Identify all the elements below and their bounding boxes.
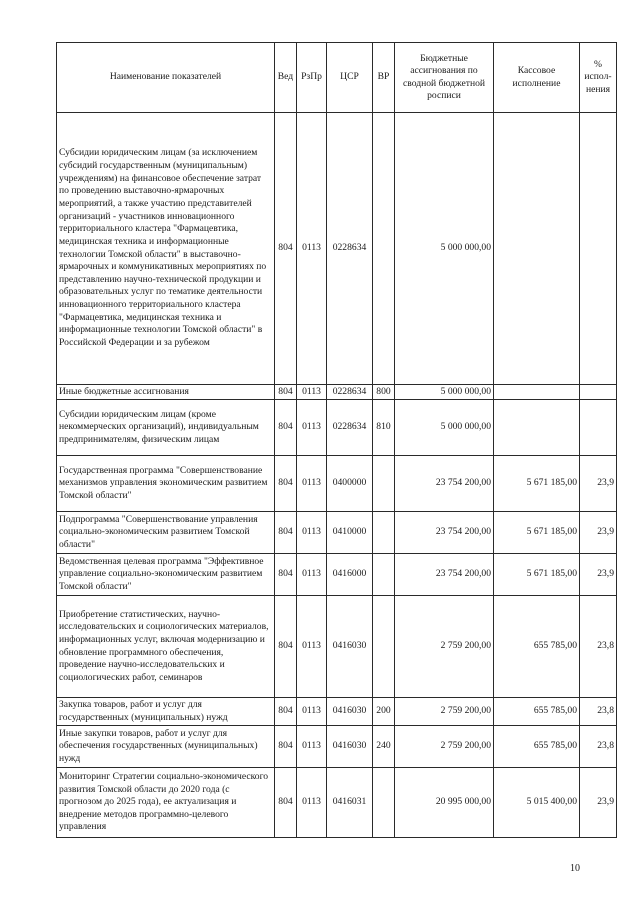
cell-name: Субсидии юридическим лицам (за исключением субсидий государственным (муниципальным) учреждениям) на финансовое обеспечение затрат по проведению выставочно-ярмарочных мероприятий, а также участию представителей организаций - участников инновационного территориального кластера "Фармацевтика, медицинская техника и информационные технологии Томской области" в выставочно-ярмарочных и коммуникативных мероприятиях по представлению научно-технической продукции и образовательных услуг по тематике деятельности инновационного территориального кластера "Фармацевтика, медицинская техника и информационные технологии Томской области" в Российской Федерации и за рубежом bbox=[57, 113, 275, 385]
cell-name: Иные бюджетные ассигнования bbox=[57, 385, 275, 400]
cell-csr: 0228634 bbox=[327, 400, 373, 456]
cell-csr: 0416030 bbox=[327, 698, 373, 726]
cell-rzpr: 0113 bbox=[297, 596, 327, 698]
cell-execution-percent: 23,9 bbox=[580, 554, 617, 596]
cell-ved: 804 bbox=[275, 512, 297, 554]
cell-execution-percent: 23,8 bbox=[580, 596, 617, 698]
cell-name: Приобретение статистических, научно-исследовательских и социологических материалов, информационных услуг, включая модернизацию и обновление программного обеспечения, проведение научно-исследовательских и социологических работ, семинаров bbox=[57, 596, 275, 698]
cell-cash-execution bbox=[494, 385, 580, 400]
cell-cash-execution: 5 671 185,00 bbox=[494, 512, 580, 554]
cell-execution-percent bbox=[580, 113, 617, 385]
cell-ved: 804 bbox=[275, 768, 297, 838]
cell-assignments: 5 000 000,00 bbox=[395, 113, 494, 385]
header-cash-execution: Кассовое исполнение bbox=[494, 43, 580, 113]
table-row bbox=[57, 512, 617, 554]
header-assignments: Бюджетные ассигнования по сводной бюджетной росписи bbox=[395, 43, 494, 113]
cell-vr bbox=[373, 554, 395, 596]
cell-cash-execution: 655 785,00 bbox=[494, 698, 580, 726]
cell-rzpr: 0113 bbox=[297, 400, 327, 456]
cell-cash-execution: 5 671 185,00 bbox=[494, 554, 580, 596]
cell-ved: 804 bbox=[275, 554, 297, 596]
cell-name: Подпрограмма "Совершенствование управления социально-экономическим развитием Томской области" bbox=[57, 512, 275, 554]
table-row bbox=[57, 385, 617, 400]
cell-execution-percent: 23,8 bbox=[580, 698, 617, 726]
cell-execution-percent: 23,9 bbox=[580, 456, 617, 512]
table-row bbox=[57, 113, 617, 385]
cell-name: Мониторинг Стратегии социально-экономического развития Томской области до 2020 года (с прогнозом до 2025 года), ее актуализация и внедрение методов программно-целевого управления bbox=[57, 768, 275, 838]
cell-ved: 804 bbox=[275, 596, 297, 698]
cell-vr bbox=[373, 113, 395, 385]
budget-table bbox=[56, 42, 617, 838]
cell-assignments: 5 000 000,00 bbox=[395, 385, 494, 400]
cell-execution-percent: 23,9 bbox=[580, 768, 617, 838]
cell-rzpr: 0113 bbox=[297, 768, 327, 838]
cell-cash-execution: 5 671 185,00 bbox=[494, 456, 580, 512]
table-row bbox=[57, 554, 617, 596]
cell-assignments: 23 754 200,00 bbox=[395, 512, 494, 554]
cell-csr: 0410000 bbox=[327, 512, 373, 554]
cell-vr: 810 bbox=[373, 400, 395, 456]
header-rzpr: РзПр bbox=[297, 43, 327, 113]
header-csr: ЦСР bbox=[327, 43, 373, 113]
cell-ved: 804 bbox=[275, 456, 297, 512]
cell-name: Государственная программа "Совершенствование механизмов управления экономическим развитием Томской области" bbox=[57, 456, 275, 512]
cell-cash-execution bbox=[494, 400, 580, 456]
cell-rzpr: 0113 bbox=[297, 726, 327, 768]
cell-vr: 800 bbox=[373, 385, 395, 400]
cell-assignments: 5 000 000,00 bbox=[395, 400, 494, 456]
header-ved: Вед bbox=[275, 43, 297, 113]
cell-rzpr: 0113 bbox=[297, 385, 327, 400]
table-row bbox=[57, 768, 617, 838]
cell-vr bbox=[373, 512, 395, 554]
cell-rzpr: 0113 bbox=[297, 456, 327, 512]
cell-assignments: 2 759 200,00 bbox=[395, 596, 494, 698]
table-header-row bbox=[57, 43, 617, 113]
page-number: 10 bbox=[570, 863, 580, 874]
cell-execution-percent bbox=[580, 400, 617, 456]
cell-rzpr: 0113 bbox=[297, 512, 327, 554]
table-row bbox=[57, 596, 617, 698]
cell-csr: 0416031 bbox=[327, 768, 373, 838]
cell-name: Закупка товаров, работ и услуг для государственных (муниципальных) нужд bbox=[57, 698, 275, 726]
cell-csr: 0228634 bbox=[327, 385, 373, 400]
cell-csr: 0416030 bbox=[327, 726, 373, 768]
cell-vr bbox=[373, 456, 395, 512]
cell-assignments: 23 754 200,00 bbox=[395, 456, 494, 512]
cell-vr: 200 bbox=[373, 698, 395, 726]
cell-cash-execution: 655 785,00 bbox=[494, 726, 580, 768]
cell-assignments: 2 759 200,00 bbox=[395, 698, 494, 726]
cell-name: Иные закупки товаров, работ и услуг для обеспечения государственных (муниципальных) нужд bbox=[57, 726, 275, 768]
cell-cash-execution: 5 015 400,00 bbox=[494, 768, 580, 838]
header-vr: ВР bbox=[373, 43, 395, 113]
cell-ved: 804 bbox=[275, 400, 297, 456]
cell-rzpr: 0113 bbox=[297, 698, 327, 726]
cell-assignments: 2 759 200,00 bbox=[395, 726, 494, 768]
table-row bbox=[57, 726, 617, 768]
cell-cash-execution: 655 785,00 bbox=[494, 596, 580, 698]
cell-vr bbox=[373, 768, 395, 838]
header-execution-percent: % испол-нения bbox=[580, 43, 617, 113]
cell-rzpr: 0113 bbox=[297, 554, 327, 596]
cell-ved: 804 bbox=[275, 698, 297, 726]
cell-cash-execution bbox=[494, 113, 580, 385]
header-name: Наименование показателей bbox=[57, 43, 275, 113]
cell-csr: 0400000 bbox=[327, 456, 373, 512]
cell-assignments: 23 754 200,00 bbox=[395, 554, 494, 596]
table-row bbox=[57, 400, 617, 456]
cell-vr: 240 bbox=[373, 726, 395, 768]
cell-name: Ведомственная целевая программа "Эффективное управление социально-экономическим развитием Томской области" bbox=[57, 554, 275, 596]
table-row bbox=[57, 698, 617, 726]
cell-execution-percent: 23,9 bbox=[580, 512, 617, 554]
cell-csr: 0228634 bbox=[327, 113, 373, 385]
cell-ved: 804 bbox=[275, 726, 297, 768]
cell-csr: 0416030 bbox=[327, 596, 373, 698]
cell-vr bbox=[373, 596, 395, 698]
cell-rzpr: 0113 bbox=[297, 113, 327, 385]
cell-csr: 0416000 bbox=[327, 554, 373, 596]
cell-assignments: 20 995 000,00 bbox=[395, 768, 494, 838]
cell-execution-percent bbox=[580, 385, 617, 400]
table-row bbox=[57, 456, 617, 512]
cell-execution-percent: 23,8 bbox=[580, 726, 617, 768]
cell-name: Субсидии юридическим лицам (кроме некоммерческих организаций), индивидуальным предпринимателям, физическим лицам bbox=[57, 400, 275, 456]
cell-ved: 804 bbox=[275, 385, 297, 400]
cell-ved: 804 bbox=[275, 113, 297, 385]
